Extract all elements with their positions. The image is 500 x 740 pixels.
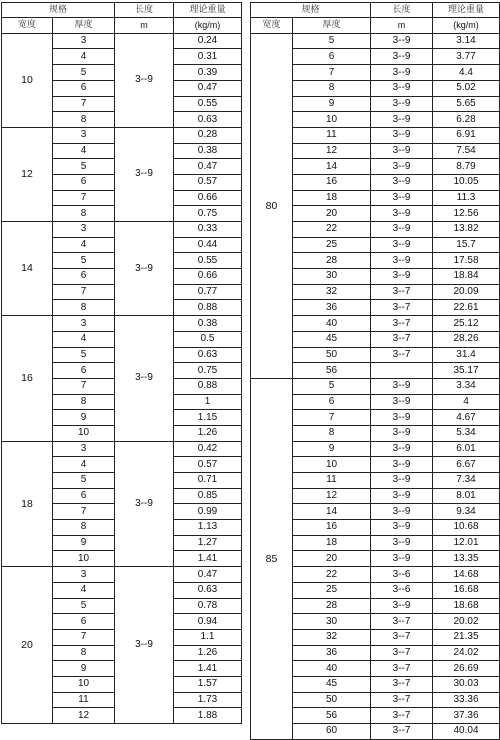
thickness-cell: 5 xyxy=(293,378,371,394)
thickness-cell: 6 xyxy=(53,269,115,285)
thickness-cell: 6 xyxy=(293,394,371,410)
length-cell: 3--7 xyxy=(371,692,433,708)
length-cell: 3--9 xyxy=(371,253,433,269)
length-cell: 3--9 xyxy=(371,535,433,551)
table-row xyxy=(2,222,242,238)
width-cell: 12 xyxy=(2,127,53,221)
weight-cell: 1.41 xyxy=(174,551,242,567)
table-row xyxy=(2,33,242,49)
length-cell: 3--9 xyxy=(371,441,433,457)
weight-cell: 6.91 xyxy=(433,127,500,143)
table-row xyxy=(2,316,242,332)
table-row xyxy=(251,33,500,49)
weight-cell: 1.15 xyxy=(174,410,242,426)
thickness-cell: 8 xyxy=(53,300,115,316)
length-cell: 3--9 xyxy=(371,457,433,473)
weight-cell: 1.57 xyxy=(174,676,242,692)
thickness-cell: 6 xyxy=(53,614,115,630)
thickness-cell: 50 xyxy=(293,692,371,708)
weight-cell: 37.36 xyxy=(433,708,500,724)
thickness-cell: 11 xyxy=(293,127,371,143)
thickness-cell: 7 xyxy=(53,190,115,206)
thickness-cell: 9 xyxy=(53,535,115,551)
weight-cell: 3.34 xyxy=(433,378,500,394)
thickness-cell: 5 xyxy=(53,598,115,614)
thickness-cell: 5 xyxy=(53,253,115,269)
length-cell: 3--9 xyxy=(371,222,433,238)
length-cell: 3--7 xyxy=(371,347,433,363)
weight-cell: 0.75 xyxy=(174,363,242,379)
weight-cell: 3.77 xyxy=(433,49,500,65)
weight-cell: 8.79 xyxy=(433,159,500,175)
length-cell: 3--9 xyxy=(371,551,433,567)
weight-cell: 0.39 xyxy=(174,65,242,81)
thickness-cell: 14 xyxy=(293,159,371,175)
weight-cell: 7.34 xyxy=(433,473,500,489)
thickness-cell: 4 xyxy=(53,237,115,253)
length-cell: 3--9 xyxy=(115,441,174,567)
spec-table-left-body xyxy=(2,3,242,724)
weight-cell: 4.67 xyxy=(433,410,500,426)
thickness-cell: 40 xyxy=(293,661,371,677)
header-length: 长度 xyxy=(115,3,174,18)
length-cell: 3--7 xyxy=(371,676,433,692)
thickness-cell: 7 xyxy=(53,378,115,394)
weight-cell: 0.66 xyxy=(174,269,242,285)
header-weight: 理论重量 xyxy=(174,3,242,18)
weight-cell: 22.61 xyxy=(433,300,500,316)
length-cell: 3--9 xyxy=(371,49,433,65)
weight-cell: 14.68 xyxy=(433,567,500,583)
weight-cell: 16.68 xyxy=(433,582,500,598)
header-length-unit: m xyxy=(115,18,174,33)
thickness-cell: 7 xyxy=(53,96,115,112)
length-cell: 3--7 xyxy=(371,708,433,724)
thickness-cell: 3 xyxy=(53,127,115,143)
weight-cell: 20.09 xyxy=(433,284,500,300)
weight-cell: 0.55 xyxy=(174,96,242,112)
weight-cell: 1.27 xyxy=(174,535,242,551)
length-cell: 3--9 xyxy=(371,65,433,81)
thickness-cell: 11 xyxy=(53,692,115,708)
thickness-cell: 7 xyxy=(293,65,371,81)
length-cell: 3--9 xyxy=(371,127,433,143)
thickness-cell: 56 xyxy=(293,363,371,379)
width-cell: 16 xyxy=(2,316,53,442)
thickness-cell: 5 xyxy=(53,65,115,81)
thickness-cell: 4 xyxy=(53,457,115,473)
thickness-cell: 32 xyxy=(293,629,371,645)
spec-table-right-body xyxy=(251,3,500,740)
thickness-cell: 36 xyxy=(293,300,371,316)
thickness-cell: 25 xyxy=(293,237,371,253)
weight-cell: 30.03 xyxy=(433,676,500,692)
weight-cell: 1.13 xyxy=(174,520,242,536)
thickness-cell: 8 xyxy=(53,394,115,410)
thickness-cell: 45 xyxy=(293,676,371,692)
header-weight: 理论重量 xyxy=(433,3,500,18)
weight-cell: 20.02 xyxy=(433,614,500,630)
thickness-cell: 5 xyxy=(53,159,115,175)
thickness-cell: 60 xyxy=(293,724,371,740)
thickness-cell: 4 xyxy=(53,143,115,159)
thickness-cell: 4 xyxy=(53,331,115,347)
thickness-cell: 22 xyxy=(293,222,371,238)
thickness-cell: 36 xyxy=(293,645,371,661)
length-cell: 3--9 xyxy=(371,112,433,128)
weight-cell: 1.88 xyxy=(174,708,242,724)
length-cell: 3--9 xyxy=(115,33,174,127)
thickness-cell: 50 xyxy=(293,347,371,363)
header-row-2 xyxy=(251,18,500,33)
weight-cell: 0.57 xyxy=(174,174,242,190)
thickness-cell: 7 xyxy=(53,504,115,520)
header-spec: 规格 xyxy=(2,3,115,18)
weight-cell: 0.47 xyxy=(174,567,242,583)
header-width: 宽度 xyxy=(2,18,53,33)
thickness-cell: 6 xyxy=(53,174,115,190)
header-length-unit: m xyxy=(371,18,433,33)
weight-cell: 0.5 xyxy=(174,331,242,347)
thickness-cell: 18 xyxy=(293,190,371,206)
thickness-cell: 18 xyxy=(293,535,371,551)
thickness-cell: 10 xyxy=(293,112,371,128)
length-cell: 3--7 xyxy=(371,316,433,332)
header-weight-unit: (kg/m) xyxy=(433,18,500,33)
length-cell: 3--9 xyxy=(371,237,433,253)
weight-cell: 1.1 xyxy=(174,629,242,645)
weight-cell: 40.04 xyxy=(433,724,500,740)
length-cell: 3--9 xyxy=(371,159,433,175)
length-cell: 3--9 xyxy=(371,425,433,441)
thickness-cell: 7 xyxy=(293,410,371,426)
weight-cell: 0.42 xyxy=(174,441,242,457)
weight-cell: 0.44 xyxy=(174,237,242,253)
thickness-cell: 8 xyxy=(53,112,115,128)
table-row xyxy=(251,378,500,394)
thickness-cell: 6 xyxy=(53,488,115,504)
table-row xyxy=(2,441,242,457)
weight-cell: 0.63 xyxy=(174,347,242,363)
length-cell: 3--9 xyxy=(371,598,433,614)
weight-cell: 0.47 xyxy=(174,80,242,96)
header-length: 长度 xyxy=(371,3,433,18)
length-cell: 3--9 xyxy=(371,473,433,489)
header-row-1 xyxy=(2,3,242,18)
thickness-cell: 20 xyxy=(293,206,371,222)
weight-cell: 0.85 xyxy=(174,488,242,504)
weight-cell: 0.78 xyxy=(174,598,242,614)
weight-cell: 17.58 xyxy=(433,253,500,269)
length-cell: 3--9 xyxy=(371,488,433,504)
thickness-cell: 5 xyxy=(53,347,115,363)
thickness-cell: 3 xyxy=(53,567,115,583)
thickness-cell: 10 xyxy=(293,457,371,473)
thickness-cell: 12 xyxy=(53,708,115,724)
length-cell: 3--9 xyxy=(371,190,433,206)
weight-cell: 6.28 xyxy=(433,112,500,128)
weight-cell: 4.4 xyxy=(433,65,500,81)
weight-cell: 26.69 xyxy=(433,661,500,677)
spec-table-right xyxy=(250,2,500,740)
weight-cell: 15.7 xyxy=(433,237,500,253)
thickness-cell: 10 xyxy=(53,425,115,441)
weight-cell: 0.47 xyxy=(174,159,242,175)
weight-cell: 1 xyxy=(174,394,242,410)
weight-cell: 13.35 xyxy=(433,551,500,567)
thickness-cell: 4 xyxy=(53,582,115,598)
length-cell: 3--9 xyxy=(371,33,433,49)
weight-cell: 18.68 xyxy=(433,598,500,614)
spec-table-left xyxy=(1,2,242,724)
weight-cell: 5.65 xyxy=(433,96,500,112)
weight-cell: 12.01 xyxy=(433,535,500,551)
weight-cell: 0.38 xyxy=(174,316,242,332)
thickness-cell: 32 xyxy=(293,284,371,300)
header-spec: 规格 xyxy=(251,3,371,18)
length-cell: 3--9 xyxy=(115,127,174,221)
weight-cell: 4 xyxy=(433,394,500,410)
thickness-cell: 45 xyxy=(293,331,371,347)
thickness-cell: 3 xyxy=(53,316,115,332)
width-cell: 14 xyxy=(2,222,53,316)
weight-cell: 28.26 xyxy=(433,331,500,347)
length-cell: 3--9 xyxy=(371,520,433,536)
weight-cell: 0.33 xyxy=(174,222,242,238)
thickness-cell: 14 xyxy=(293,504,371,520)
length-cell: 3--7 xyxy=(371,614,433,630)
weight-cell: 0.28 xyxy=(174,127,242,143)
length-cell: 3--9 xyxy=(371,206,433,222)
length-cell: 3--9 xyxy=(371,96,433,112)
thickness-cell: 9 xyxy=(293,96,371,112)
weight-cell: 0.31 xyxy=(174,49,242,65)
weight-cell: 11.3 xyxy=(433,190,500,206)
length-cell: 3--7 xyxy=(371,629,433,645)
thickness-cell: 16 xyxy=(293,520,371,536)
weight-cell: 1.73 xyxy=(174,692,242,708)
width-cell: 85 xyxy=(251,378,293,739)
weight-cell: 3.14 xyxy=(433,33,500,49)
weight-cell: 7.54 xyxy=(433,143,500,159)
thickness-cell: 3 xyxy=(53,222,115,238)
thickness-cell: 7 xyxy=(53,284,115,300)
length-cell: 3--7 xyxy=(371,284,433,300)
weight-cell: 35.17 xyxy=(433,363,500,379)
thickness-cell: 30 xyxy=(293,269,371,285)
weight-cell: 0.75 xyxy=(174,206,242,222)
length-cell: 3--9 xyxy=(371,378,433,394)
thickness-cell: 7 xyxy=(53,629,115,645)
thickness-cell: 22 xyxy=(293,567,371,583)
thickness-cell: 25 xyxy=(293,582,371,598)
thickness-cell: 9 xyxy=(293,441,371,457)
length-cell: 3--7 xyxy=(371,331,433,347)
weight-cell: 5.02 xyxy=(433,80,500,96)
weight-cell: 0.88 xyxy=(174,300,242,316)
weight-cell: 10.05 xyxy=(433,174,500,190)
thickness-cell: 28 xyxy=(293,598,371,614)
thickness-cell: 6 xyxy=(293,49,371,65)
thickness-cell: 8 xyxy=(53,520,115,536)
weight-cell: 6.01 xyxy=(433,441,500,457)
weight-cell: 0.77 xyxy=(174,284,242,300)
length-cell: 3--9 xyxy=(371,410,433,426)
thickness-cell: 8 xyxy=(53,645,115,661)
thickness-cell: 20 xyxy=(293,551,371,567)
length-cell: 3--9 xyxy=(115,567,174,724)
thickness-cell: 40 xyxy=(293,316,371,332)
weight-cell: 0.38 xyxy=(174,143,242,159)
weight-cell: 33.36 xyxy=(433,692,500,708)
thickness-cell: 6 xyxy=(53,80,115,96)
thickness-cell: 3 xyxy=(53,441,115,457)
length-cell: 3--9 xyxy=(371,504,433,520)
header-row-1 xyxy=(251,3,500,18)
weight-cell: 13.82 xyxy=(433,222,500,238)
length-cell: 3--6 xyxy=(371,567,433,583)
weight-cell: 6.67 xyxy=(433,457,500,473)
length-cell: 3--9 xyxy=(115,222,174,316)
width-cell: 20 xyxy=(2,567,53,724)
thickness-cell: 5 xyxy=(53,473,115,489)
thickness-cell: 56 xyxy=(293,708,371,724)
thickness-cell: 5 xyxy=(293,33,371,49)
weight-cell: 0.66 xyxy=(174,190,242,206)
weight-cell: 1.26 xyxy=(174,425,242,441)
header-thickness: 厚度 xyxy=(53,18,115,33)
thickness-cell: 12 xyxy=(293,143,371,159)
weight-cell: 1.41 xyxy=(174,661,242,677)
thickness-cell: 12 xyxy=(293,488,371,504)
weight-cell: 0.94 xyxy=(174,614,242,630)
weight-cell: 8.01 xyxy=(433,488,500,504)
weight-cell: 0.55 xyxy=(174,253,242,269)
weight-cell: 12.56 xyxy=(433,206,500,222)
weight-cell: 31.4 xyxy=(433,347,500,363)
weight-cell: 0.57 xyxy=(174,457,242,473)
length-cell: 3--9 xyxy=(371,269,433,285)
length-cell: 3--9 xyxy=(371,174,433,190)
weight-cell: 0.63 xyxy=(174,112,242,128)
thickness-cell: 30 xyxy=(293,614,371,630)
width-cell: 18 xyxy=(2,441,53,567)
weight-cell: 24.02 xyxy=(433,645,500,661)
weight-cell: 25.12 xyxy=(433,316,500,332)
weight-cell: 0.99 xyxy=(174,504,242,520)
thickness-cell: 4 xyxy=(53,49,115,65)
length-cell: 3--7 xyxy=(371,300,433,316)
thickness-cell: 8 xyxy=(293,80,371,96)
table-row xyxy=(2,567,242,583)
length-cell: 3--9 xyxy=(371,143,433,159)
weight-cell: 0.24 xyxy=(174,33,242,49)
thickness-cell: 28 xyxy=(293,253,371,269)
thickness-cell: 8 xyxy=(293,425,371,441)
thickness-cell: 10 xyxy=(53,676,115,692)
width-cell: 80 xyxy=(251,33,293,378)
length-cell: 3--9 xyxy=(371,80,433,96)
weight-cell: 21.35 xyxy=(433,629,500,645)
header-width: 宽度 xyxy=(251,18,293,33)
weight-cell: 18.84 xyxy=(433,269,500,285)
header-row-2 xyxy=(2,18,242,33)
weight-cell: 0.88 xyxy=(174,378,242,394)
thickness-cell: 3 xyxy=(53,33,115,49)
length-cell: 3--9 xyxy=(115,316,174,442)
weight-cell: 9.34 xyxy=(433,504,500,520)
weight-cell: 1.26 xyxy=(174,645,242,661)
thickness-cell: 11 xyxy=(293,473,371,489)
table-row xyxy=(2,127,242,143)
header-thickness: 厚度 xyxy=(293,18,371,33)
length-cell xyxy=(371,363,433,379)
header-weight-unit: (kg/m) xyxy=(174,18,242,33)
weight-cell: 5.34 xyxy=(433,425,500,441)
thickness-cell: 9 xyxy=(53,410,115,426)
thickness-cell: 6 xyxy=(53,363,115,379)
weight-cell: 10.68 xyxy=(433,520,500,536)
length-cell: 3--6 xyxy=(371,582,433,598)
length-cell: 3--7 xyxy=(371,724,433,740)
thickness-cell: 9 xyxy=(53,661,115,677)
thickness-cell: 16 xyxy=(293,174,371,190)
length-cell: 3--9 xyxy=(371,394,433,410)
weight-cell: 0.71 xyxy=(174,473,242,489)
length-cell: 3--7 xyxy=(371,645,433,661)
weight-cell: 0.63 xyxy=(174,582,242,598)
width-cell: 10 xyxy=(2,33,53,127)
thickness-cell: 10 xyxy=(53,551,115,567)
length-cell: 3--7 xyxy=(371,661,433,677)
thickness-cell: 8 xyxy=(53,206,115,222)
